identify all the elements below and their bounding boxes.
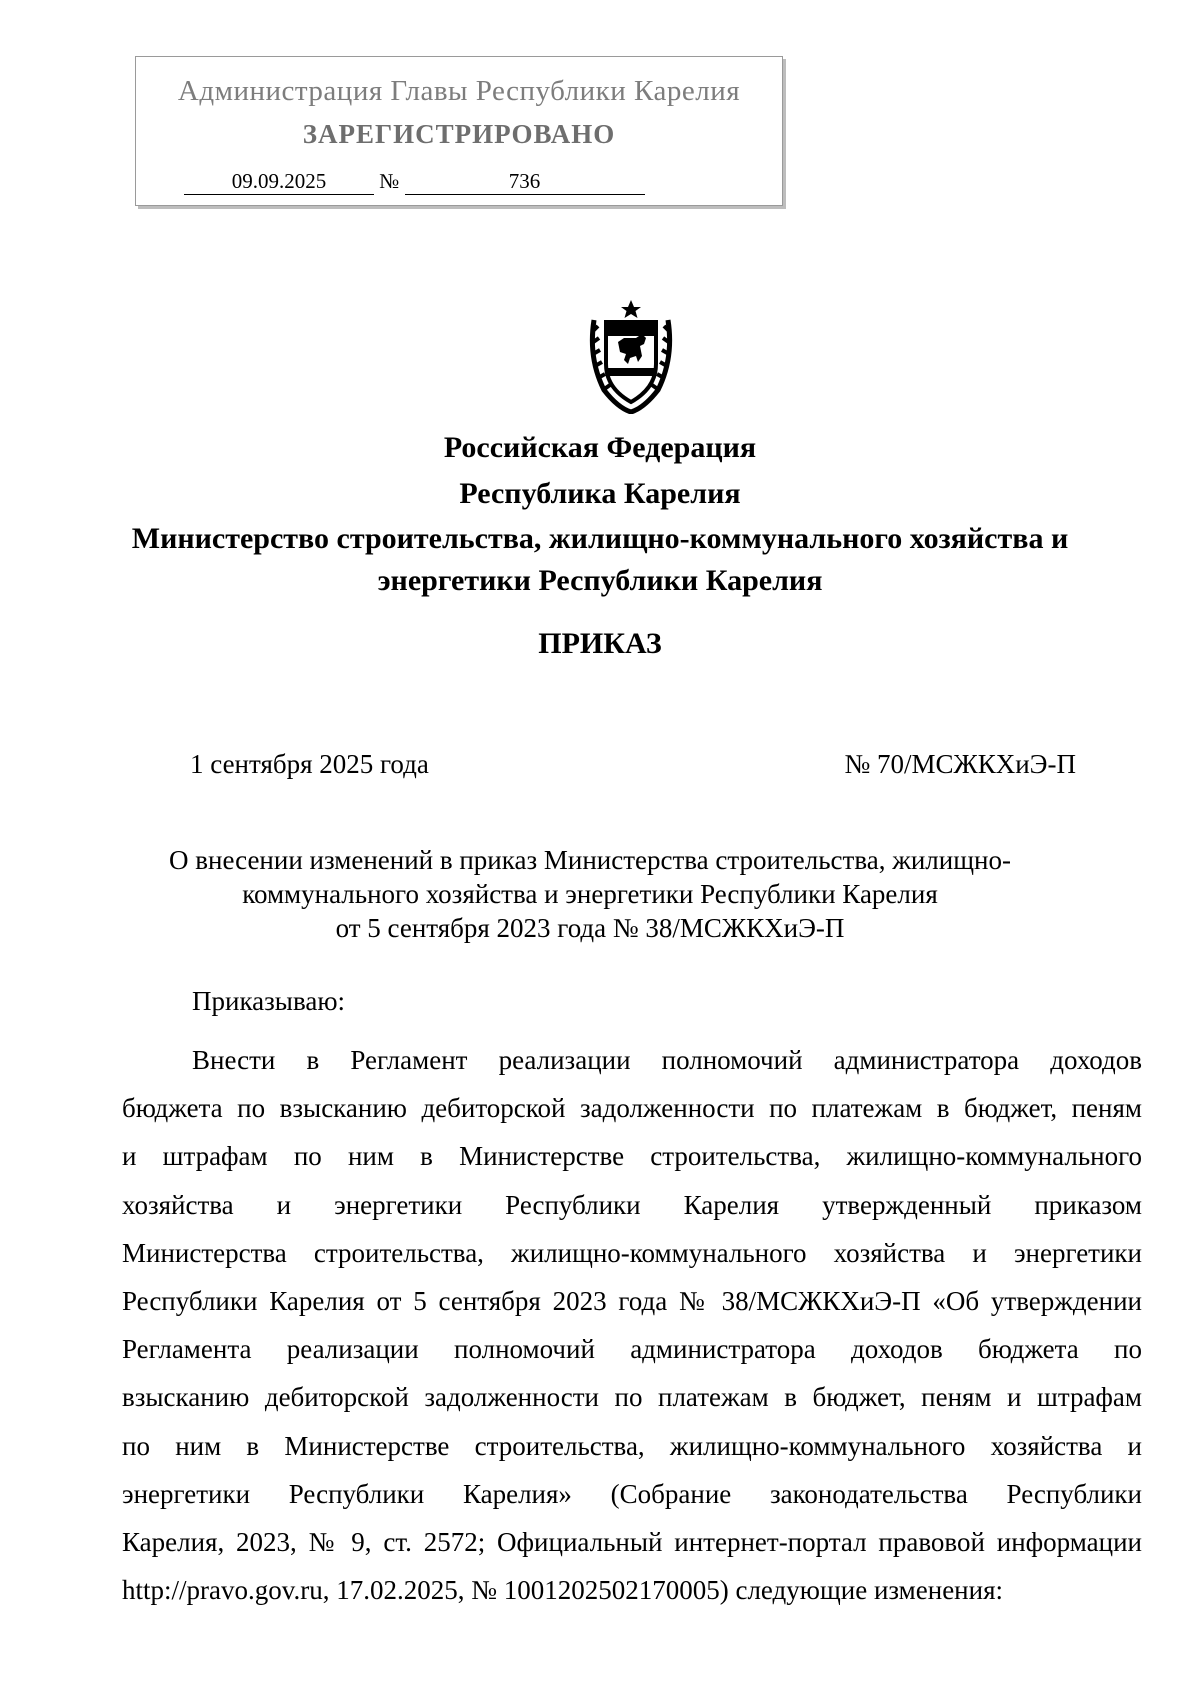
body-line: Республики Карелия от 5 сентября 2023 года № 38/МСЖКХиЭ-П «Об утверждении: [122, 1286, 1142, 1317]
body-line: бюджета по взысканию дебиторской задолженности по платежам в бюджет, пеням: [122, 1093, 1142, 1124]
header-republic: Республика Карелия: [459, 477, 741, 510]
body-line: Внести в Регламент реализации полномочий администратора доходов: [192, 1045, 1142, 1075]
order-intro: Приказываю:: [192, 986, 345, 1016]
body-line: Министерства строительства, жилищно-коммунального хозяйства и энергетики: [122, 1237, 1142, 1268]
stamp-date: 09.09.2025: [184, 169, 374, 195]
subject-line: коммунального хозяйства и энергетики Республики Карелия: [242, 879, 938, 909]
body-line: по ним в Министерстве строительства, жилищно-коммунального хозяйства и: [122, 1430, 1142, 1461]
subject-line: от 5 сентября 2023 года № 38/МСЖКХиЭ-П: [335, 913, 845, 943]
stamp-registration-line: [184, 169, 645, 195]
stamp-number-sign: №: [379, 169, 400, 193]
order-body: [122, 1036, 1142, 1614]
stamp-number: 736: [405, 169, 645, 195]
body-line: Регламента реализации полномочий администратора доходов бюджета по: [122, 1334, 1142, 1365]
header-ministry-line-1: Министерство строительства, жилищно-коммунального хозяйства и: [131, 522, 1069, 555]
body-line: Карелия, 2023, № 9, ст. 2572; Официальный интернет-портал правовой информации: [122, 1527, 1142, 1558]
order-number: № 70/МСЖКХиЭ-П: [844, 749, 1076, 779]
stamp-status: ЗАРЕГИСТРИРОВАНО: [302, 119, 616, 149]
registration-stamp: [135, 56, 783, 206]
body-line: хозяйства и энергетики Республики Карелия утвержденный приказом: [122, 1189, 1142, 1220]
document-type-title: ПРИКАЗ: [538, 627, 662, 660]
body-line: и штрафам по ним в Министерстве строительства, жилищно-коммунального: [122, 1141, 1142, 1172]
stamp-organization: Администрация Главы Республики Карелия: [177, 75, 741, 107]
order-subject: [140, 843, 1040, 945]
header-ministry-line-2: энергетики Республики Карелия: [377, 564, 823, 597]
order-date: 1 сентября 2025 года: [190, 749, 429, 779]
coat-of-arms-icon: [584, 298, 678, 414]
header-country: Российская Федерация: [443, 431, 757, 464]
body-line: энергетики Республики Карелия» (Собрание законодательства Республики: [122, 1478, 1142, 1509]
body-line: http://pravo.gov.ru, 17.02.2025, № 1001202502170005) следующие изменения:: [122, 1575, 1003, 1606]
subject-line: О внесении изменений в приказ Министерства строительства, жилищно-: [169, 845, 1011, 875]
body-line: взысканию дебиторской задолженности по платежам в бюджет, пеням и штрафам: [122, 1382, 1142, 1413]
